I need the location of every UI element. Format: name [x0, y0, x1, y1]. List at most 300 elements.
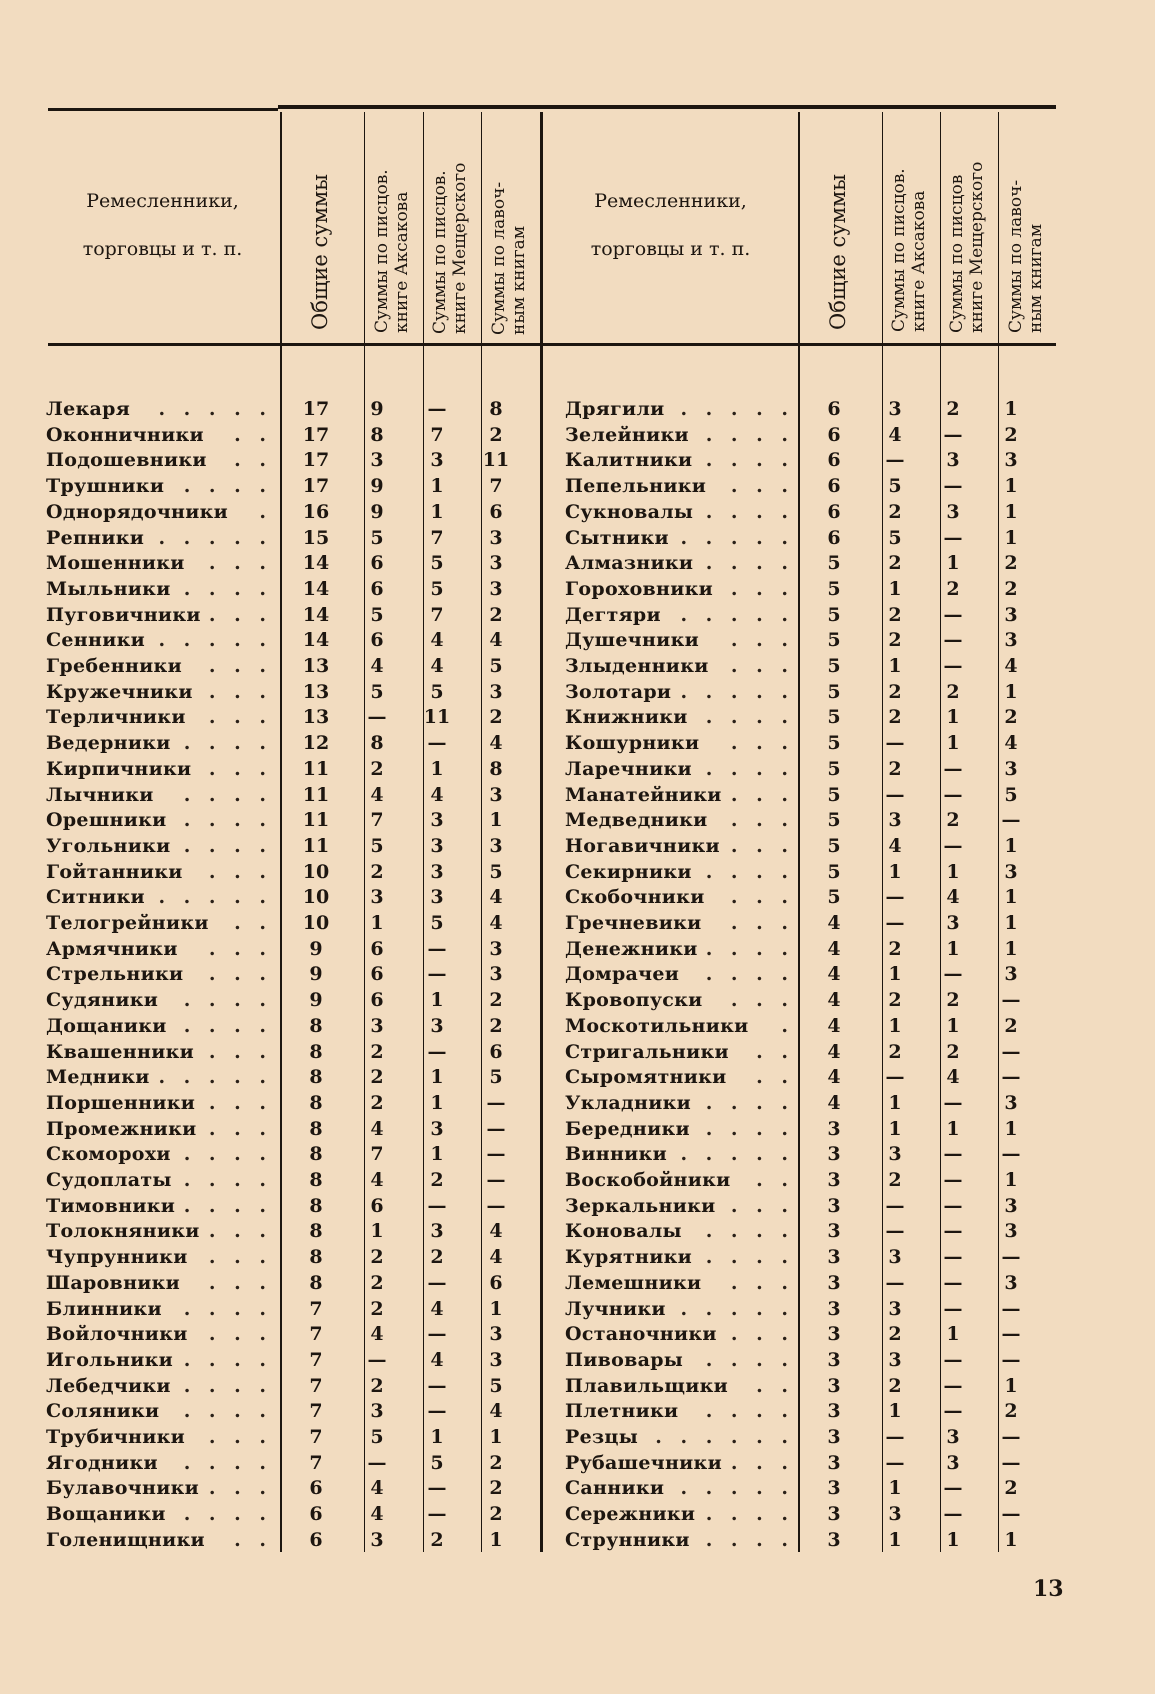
dot-leader: . . .: [208, 706, 272, 729]
cell-m: 3: [430, 834, 444, 857]
cell-m: —: [427, 963, 447, 986]
cell-a: 3: [888, 1246, 902, 1269]
cell-l: 5: [489, 860, 503, 883]
row-name: Сенники: [46, 629, 146, 652]
cell-m: —: [943, 1091, 963, 1114]
row-name: Дощаники: [46, 1014, 167, 1037]
row-name: Дрягили: [565, 398, 665, 420]
table-row: [0, 1321, 1155, 1347]
cell-a: 9: [370, 475, 384, 498]
cell-total: 4: [827, 989, 841, 1012]
cell-total: 4: [827, 912, 841, 934]
cell-m: 1: [946, 860, 960, 883]
cell-total: 3: [827, 1528, 841, 1551]
dot-leader: . . . .: [183, 834, 272, 857]
cell-total: 6: [827, 500, 841, 523]
cell-a: 5: [370, 834, 384, 857]
cell-m: 1: [430, 757, 444, 780]
cell-a: 6: [370, 629, 384, 652]
cell-total: 5: [827, 655, 841, 677]
dot-leader: . . .: [730, 655, 794, 677]
cell-m: —: [943, 526, 963, 549]
cell-l: 4: [489, 912, 503, 934]
cell-l: —: [486, 1169, 506, 1191]
cell-m: 3: [430, 860, 444, 883]
dot-leader: . . . . .: [680, 1297, 794, 1320]
cell-total: 3: [827, 1323, 841, 1346]
cell-a: 2: [370, 1246, 384, 1269]
dot-leader: . . . . .: [158, 886, 272, 909]
dot-leader: . .: [756, 1169, 794, 1191]
dot-leader: . . . .: [705, 1091, 794, 1114]
cell-a: 6: [370, 937, 384, 960]
dot-leader: . . . .: [183, 783, 272, 806]
dot-leader: . . . .: [705, 937, 794, 960]
cell-m: —: [943, 1400, 963, 1423]
header-aksakov-left: Суммы по писцов. книге Аксакова: [372, 169, 412, 333]
cell-total: 5: [827, 834, 841, 857]
cell-a: 5: [888, 526, 902, 549]
row-name: Гороховники: [565, 577, 714, 600]
header-total-right: Общие суммы: [826, 174, 850, 330]
cell-l: 1: [1004, 937, 1018, 960]
row-name: Телогрейники: [46, 912, 209, 934]
cell-a: 3: [370, 1400, 384, 1423]
dot-leader: . . .: [730, 1194, 794, 1217]
cell-m: 5: [430, 680, 444, 703]
cell-m: —: [427, 1271, 447, 1294]
cell-total: 6: [827, 526, 841, 549]
cell-l: 2: [489, 1477, 503, 1500]
table-row: [0, 422, 1155, 448]
cell-l: 1: [1004, 475, 1018, 498]
cell-l: 2: [489, 706, 503, 729]
cell-a: 6: [370, 1194, 384, 1217]
cell-total: 5: [827, 809, 841, 832]
cell-l: 3: [489, 526, 503, 549]
cell-l: 1: [1004, 680, 1018, 703]
dot-leader: . . .: [730, 1271, 794, 1294]
table-row: [0, 1218, 1155, 1244]
cell-total: 11: [302, 783, 330, 806]
dot-leader: . . . . .: [158, 398, 272, 420]
row-name: Промежники: [46, 1117, 197, 1140]
cell-m: —: [943, 1194, 963, 1217]
cell-a: 3: [888, 398, 902, 420]
dot-leader: . . . .: [183, 1400, 272, 1423]
row-name: Кошурники: [565, 732, 700, 755]
cell-m: 1: [946, 937, 960, 960]
cell-total: 5: [827, 732, 841, 755]
cell-l: —: [1001, 1348, 1021, 1371]
cell-m: 3: [946, 1426, 960, 1448]
row-name: Зеркальники: [565, 1194, 716, 1217]
cell-l: 4: [489, 629, 503, 652]
row-name: Репники: [46, 526, 145, 549]
row-name: Злыденники: [565, 655, 709, 677]
dot-leader: . . . .: [183, 1014, 272, 1037]
cell-l: 4: [489, 1220, 503, 1243]
cell-m: 2: [946, 1040, 960, 1063]
row-name: Книжники: [565, 706, 688, 729]
dot-leader: . . . .: [705, 500, 794, 523]
cell-total: 5: [827, 783, 841, 806]
cell-a: 2: [888, 500, 902, 523]
row-name: Денежники: [565, 937, 698, 960]
dot-leader: . . .: [208, 1323, 272, 1346]
dot-leader: . . . .: [705, 1400, 794, 1423]
cell-m: 1: [946, 1528, 960, 1551]
cell-total: 3: [827, 1503, 841, 1526]
row-name: Лычники: [46, 783, 154, 806]
row-name: Укладники: [565, 1091, 692, 1114]
cell-m: 3: [430, 449, 444, 472]
cell-l: 3: [489, 577, 503, 600]
cell-a: 2: [370, 1374, 384, 1397]
row-name: Игольники: [46, 1348, 174, 1371]
cell-l: 3: [489, 783, 503, 806]
row-name: Кирпичники: [46, 757, 192, 780]
cell-total: 3: [827, 1220, 841, 1243]
dot-leader: . . .: [208, 1091, 272, 1114]
row-name: Ведерники: [46, 732, 171, 755]
cell-total: 3: [827, 1451, 841, 1474]
table-row: [0, 910, 1155, 936]
dot-leader: . . . .: [705, 1117, 794, 1140]
header-meshchersky-left: Суммы по писцов. книге Мещерского: [430, 162, 470, 334]
row-name: Лебедчики: [46, 1374, 171, 1397]
cell-l: 6: [489, 1271, 503, 1294]
cell-l: 3: [489, 834, 503, 857]
cell-m: 7: [430, 526, 444, 549]
row-name: Тимовники: [46, 1194, 176, 1217]
cell-a: —: [885, 1220, 905, 1243]
cell-a: 1: [888, 1091, 902, 1114]
cell-l: 4: [489, 1400, 503, 1423]
dot-leader: . . . .: [183, 475, 272, 498]
dot-leader: . . .: [208, 1271, 272, 1294]
cell-m: 2: [430, 1169, 444, 1191]
cell-total: 9: [309, 937, 323, 960]
row-name: Секирники: [565, 860, 692, 883]
cell-a: —: [885, 449, 905, 472]
dot-leader: . . . .: [183, 577, 272, 600]
row-name: Поршенники: [46, 1091, 196, 1114]
cell-m: 1: [430, 1066, 444, 1089]
row-name: Плетники: [565, 1400, 679, 1423]
cell-a: 3: [888, 1348, 902, 1371]
cell-a: 8: [370, 732, 384, 755]
header-name-line2: торговцы и т. п.: [590, 238, 751, 260]
dot-leader: . . .: [208, 1040, 272, 1063]
table-row: [0, 576, 1155, 602]
cell-l: 2: [489, 603, 503, 626]
row-name: Бередники: [565, 1117, 690, 1140]
dot-leader: . . . . .: [158, 1066, 272, 1089]
cell-m: —: [427, 937, 447, 960]
cell-l: 1: [1004, 1528, 1018, 1551]
dot-leader: . . .: [730, 577, 794, 600]
cell-l: 3: [489, 1323, 503, 1346]
table-row: [0, 704, 1155, 730]
dot-leader: . . .: [208, 937, 272, 960]
table-row: [0, 627, 1155, 653]
cell-m: —: [943, 603, 963, 626]
cell-m: —: [943, 475, 963, 498]
row-name: Москотильники: [565, 1014, 749, 1037]
cell-m: —: [943, 1143, 963, 1166]
cell-total: 10: [302, 886, 330, 909]
cell-l: 1: [1004, 1117, 1018, 1140]
cell-a: —: [885, 1066, 905, 1089]
cell-a: 2: [888, 1374, 902, 1397]
cell-m: 1: [946, 552, 960, 575]
table-row: [0, 1167, 1155, 1193]
dot-leader: . . .: [208, 655, 272, 677]
cell-l: 2: [489, 1014, 503, 1037]
dot-leader: . . .: [730, 1451, 794, 1474]
row-name: Квашенники: [46, 1040, 195, 1063]
header-meshchersky-right: Суммы по писцов книге Мещерского: [947, 161, 987, 333]
row-name: Ларечники: [565, 757, 692, 780]
row-name: Коновалы: [565, 1220, 682, 1243]
dot-leader: . . .: [208, 680, 272, 703]
cell-l: 6: [489, 1040, 503, 1063]
cell-l: 1: [1004, 1169, 1018, 1191]
row-name: Стрельники: [46, 963, 184, 986]
cell-total: 5: [827, 706, 841, 729]
cell-m: 5: [430, 552, 444, 575]
row-name: Оконничники: [46, 423, 204, 446]
cell-m: 2: [946, 680, 960, 703]
cell-total: 13: [302, 680, 330, 703]
cell-m: —: [427, 1400, 447, 1423]
row-name: Домрачеи: [565, 963, 680, 986]
dot-leader: . . . .: [183, 1194, 272, 1217]
dot-leader: . . . .: [705, 963, 794, 986]
top-rule-right: [278, 105, 1056, 109]
table-row: [0, 653, 1155, 679]
dot-leader: . . .: [730, 629, 794, 652]
cell-m: —: [427, 398, 447, 420]
dot-leader: . . .: [730, 886, 794, 909]
dot-leader: . . . . .: [158, 526, 272, 549]
cell-total: 10: [302, 912, 330, 934]
header-bottom-rule: [48, 343, 1056, 346]
dot-leader: . . . .: [183, 1143, 272, 1166]
dot-leader: . . .: [208, 1220, 272, 1243]
cell-a: 3: [888, 1297, 902, 1320]
dot-leader: . . .: [730, 912, 794, 934]
cell-a: 5: [370, 603, 384, 626]
row-name: Терличники: [46, 706, 186, 729]
cell-total: 5: [827, 629, 841, 652]
row-name: Скоморохи: [46, 1143, 171, 1166]
cell-l: —: [1001, 1040, 1021, 1063]
cell-l: 4: [489, 886, 503, 909]
cell-a: —: [885, 1271, 905, 1294]
cell-total: 6: [309, 1503, 323, 1526]
cell-l: 4: [489, 732, 503, 755]
cell-l: 1: [1004, 526, 1018, 549]
cell-total: 4: [827, 1091, 841, 1114]
dot-leader: . . . .: [183, 1503, 272, 1526]
cell-a: 4: [370, 1117, 384, 1140]
row-name: Воскобойники: [565, 1169, 731, 1191]
cell-a: 7: [370, 1143, 384, 1166]
row-name: Сыромятники: [565, 1066, 727, 1089]
cell-total: 8: [309, 1066, 323, 1089]
cell-m: 1: [430, 989, 444, 1012]
cell-l: 2: [1004, 423, 1018, 446]
cell-l: 5: [1004, 783, 1018, 806]
row-name: Душечники: [565, 629, 699, 652]
cell-m: 5: [430, 912, 444, 934]
cell-m: 2: [946, 398, 960, 420]
cell-a: 1: [888, 1528, 902, 1551]
dot-leader: . . .: [730, 809, 794, 832]
cell-total: 12: [302, 732, 330, 755]
row-name: Скобочники: [565, 886, 705, 909]
cell-m: —: [427, 1477, 447, 1500]
row-name: Медники: [46, 1066, 150, 1089]
cell-total: 6: [309, 1477, 323, 1500]
cell-l: 2: [1004, 1014, 1018, 1037]
cell-l: —: [486, 1091, 506, 1114]
cell-total: 6: [827, 398, 841, 420]
row-name: Лучники: [565, 1297, 666, 1320]
dot-leader: . . .: [208, 1246, 272, 1269]
row-name: Трушники: [46, 475, 165, 498]
cell-total: 4: [827, 1040, 841, 1063]
cell-l: 3: [489, 963, 503, 986]
dot-leader: . . .: [208, 963, 272, 986]
cell-m: 5: [430, 577, 444, 600]
cell-a: 1: [888, 1400, 902, 1423]
table-row: [0, 1090, 1155, 1116]
cell-a: 2: [370, 860, 384, 883]
cell-total: 8: [309, 1194, 323, 1217]
row-name: Пепельники: [565, 475, 707, 498]
cell-total: 3: [827, 1271, 841, 1294]
cell-a: 3: [888, 1143, 902, 1166]
cell-l: 1: [1004, 500, 1018, 523]
cell-l: —: [1001, 989, 1021, 1012]
cell-a: 1: [370, 1220, 384, 1243]
cell-a: 2: [370, 1066, 384, 1089]
row-name: Пивовары: [565, 1348, 684, 1371]
cell-total: 17: [302, 423, 330, 446]
cell-total: 6: [827, 449, 841, 472]
cell-l: —: [1001, 1143, 1021, 1166]
cell-m: —: [943, 963, 963, 986]
header-name-right: [548, 190, 793, 260]
cell-total: 17: [302, 398, 330, 420]
dot-leader: . .: [756, 1374, 794, 1397]
cell-m: 4: [430, 1297, 444, 1320]
row-name: Ситники: [46, 886, 145, 909]
cell-l: 4: [1004, 655, 1018, 677]
row-name: Золотари: [565, 680, 672, 703]
cell-a: —: [885, 1194, 905, 1217]
cell-l: 2: [489, 989, 503, 1012]
dot-leader: . . . . .: [680, 526, 794, 549]
cell-total: 3: [827, 1246, 841, 1269]
cell-m: —: [943, 1374, 963, 1397]
row-name: Кружечники: [46, 680, 193, 703]
cell-l: 2: [1004, 1400, 1018, 1423]
row-name: Пуговичники: [46, 603, 201, 626]
cell-a: 7: [370, 809, 384, 832]
cell-l: 3: [1004, 757, 1018, 780]
row-name: Стригальники: [565, 1040, 729, 1063]
cell-m: 1: [430, 475, 444, 498]
cell-a: —: [367, 1348, 387, 1371]
row-name: Зелейники: [565, 423, 689, 446]
header-lavochnye-left: Суммы по лавоч- ным книгам: [489, 181, 529, 335]
cell-a: 4: [370, 1503, 384, 1526]
cell-a: 9: [370, 398, 384, 420]
cell-a: 1: [370, 912, 384, 934]
cell-m: —: [427, 1374, 447, 1397]
cell-total: 14: [302, 577, 330, 600]
cell-a: —: [885, 886, 905, 909]
cell-m: —: [943, 1220, 963, 1243]
cell-l: 3: [1004, 603, 1018, 626]
cell-total: 13: [302, 655, 330, 677]
table-row: [0, 447, 1155, 473]
page-number: 13: [1033, 1576, 1064, 1602]
dot-leader: . . .: [730, 475, 794, 498]
dot-leader: . . . .: [705, 757, 794, 780]
table-row: [0, 1116, 1155, 1142]
row-name: Подошевники: [46, 449, 207, 472]
row-name: Курятники: [565, 1246, 693, 1269]
cell-l: 2: [1004, 1477, 1018, 1500]
row-name: Вощаники: [46, 1503, 166, 1526]
dot-leader: . .: [234, 912, 272, 934]
cell-l: 6: [489, 500, 503, 523]
cell-a: 5: [370, 526, 384, 549]
dot-leader: .: [781, 1014, 794, 1037]
dot-leader: .: [259, 500, 272, 523]
cell-l: 2: [489, 1503, 503, 1526]
cell-a: —: [885, 1451, 905, 1474]
dot-leader: . . .: [208, 603, 272, 626]
cell-a: 2: [370, 757, 384, 780]
cell-a: 4: [370, 655, 384, 677]
dot-leader: . . . . .: [158, 629, 272, 652]
cell-total: 14: [302, 603, 330, 626]
cell-m: 7: [430, 423, 444, 446]
cell-m: 1: [430, 1143, 444, 1166]
dot-leader: . . . .: [183, 1374, 272, 1397]
cell-a: 4: [888, 834, 902, 857]
row-name: Кровопуски: [565, 989, 703, 1012]
cell-a: 2: [888, 937, 902, 960]
cell-a: 1: [888, 860, 902, 883]
cell-l: 2: [489, 1451, 503, 1474]
row-name: Армячники: [46, 937, 178, 960]
cell-a: 1: [888, 1117, 902, 1140]
row-name: Толокняники: [46, 1220, 200, 1243]
table-row: [0, 859, 1155, 885]
cell-m: 2: [430, 1246, 444, 1269]
row-name: Войлочники: [46, 1323, 188, 1346]
row-name: Гребенники: [46, 655, 182, 677]
cell-l: —: [1001, 1297, 1021, 1320]
cell-a: 5: [370, 680, 384, 703]
